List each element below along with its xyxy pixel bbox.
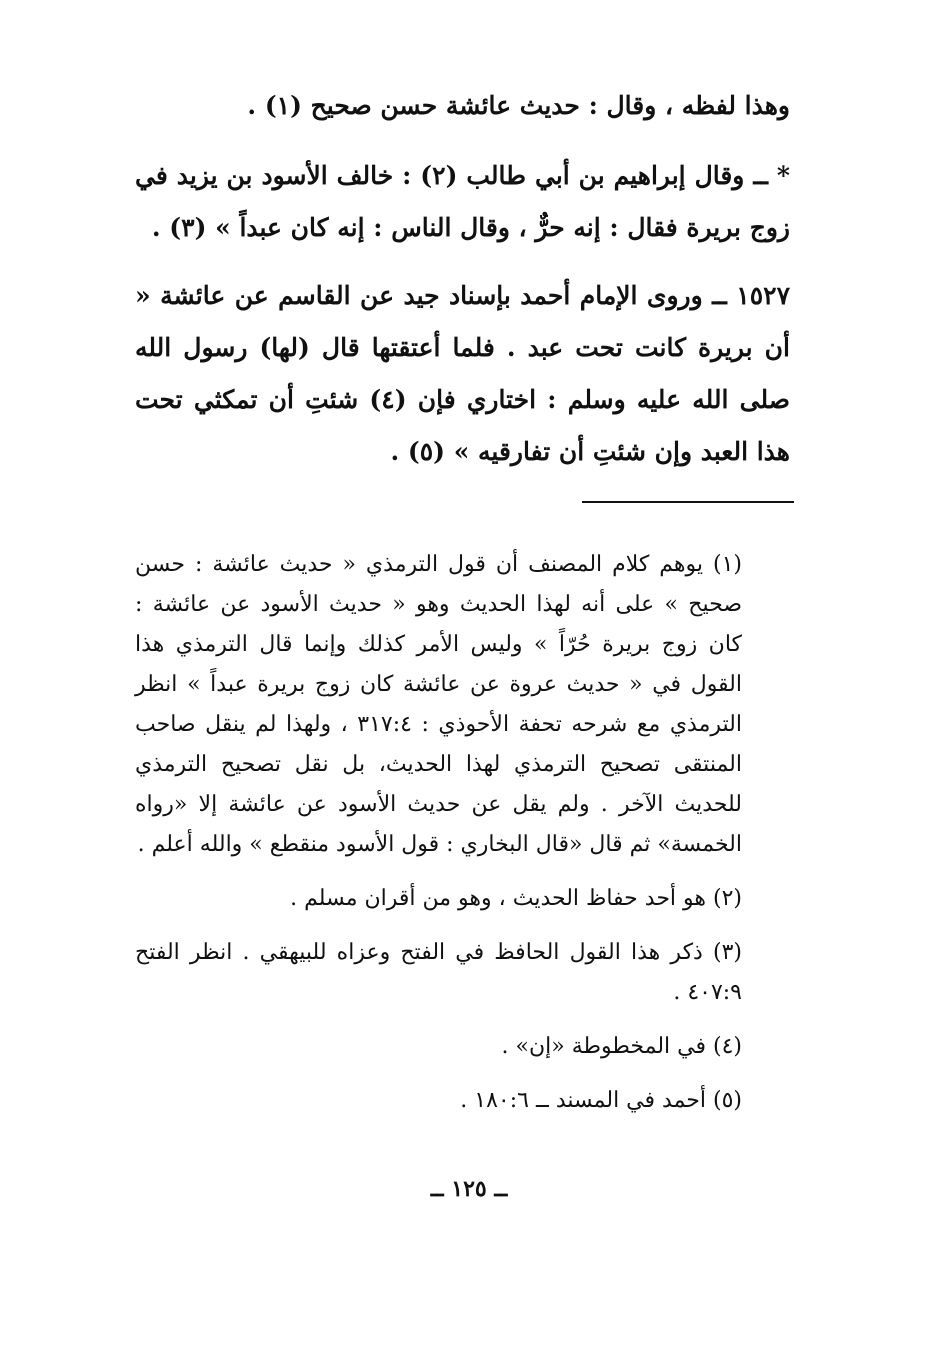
footnote-divider [582,501,794,503]
main-paragraph-3 [135,270,790,478]
footnote-2: (٢) هو أحد حفاظ الحديث ، وهو من أقران مسلم . [290,886,742,911]
footnote-1: (١) يوهم كلام المصنف أن قول الترمذي « حديث عائشة : حسن صحيح » على أنه لهذا الحديث وهو « حديث الأسود عن عائشة : كان زوج بريرة حُرّاً » وليس الأمر كذلك وإنما قال الترمذي هذا القول في « حديث عروة عن عائشة كان زوج بريرة عبداً » انظر الترمذي مع شرحه تحفة الأحوذي : ٣١٧:٤ ، ولهذا لم ينقل صاحب المنتقى تصحيح الترمذي لهذا الحديث، بل نقل تصحيح الترمذي للحديث الآخر . ولم يقل عن حديث الأسود عن عائشة إلا «رواه الخمسة» ثم قال «قال البخاري : قول الأسود منقطع » والله أعلم . [135,552,742,857]
footnote-4: (٤) في المخطوطة «إن» . [501,1034,742,1059]
page-number: ــ ١٢٥ ــ [430,1176,508,1202]
main-paragraph-2-text: * ــ وقال إبراهيم بن أبي طالب (٢) : خالف الأسود بن يزيد في زوج بريرة فقال : إنه حرٌّ ، وقال الناس : إنه كان عبداً » (٣) . [135,161,791,242]
main-paragraph-3-text: ١٥٢٧ ــ وروى الإمام أحمد بإسناد جيد عن القاسم عن عائشة « أن بريرة كانت تحت عبد . فلما أعتقتها قال (لها) رسول الله صلى الله عليه وسلم : اختاري فإن (٤) شئتِ أن تمكثي تحت هذا العبد وإن شئتِ أن تفارقيه » (٥) . [135,281,790,466]
main-paragraph-2 [135,150,790,254]
footnote-3: (٣) ذكر هذا القول الحافظ في الفتح وعزاه للبيهقي . انظر الفتح ٤٠٧:٩ . [135,940,742,1005]
main-paragraph-1 [135,80,790,132]
footnote-5: (٥) أحمد في المسند ــ ١٨٠:٦ . [460,1088,742,1113]
main-paragraph-1-text: وهذا لفظه ، وقال : حديث عائشة حسن صحيح (١) . [247,91,790,120]
footnotes-section [135,545,790,1135]
